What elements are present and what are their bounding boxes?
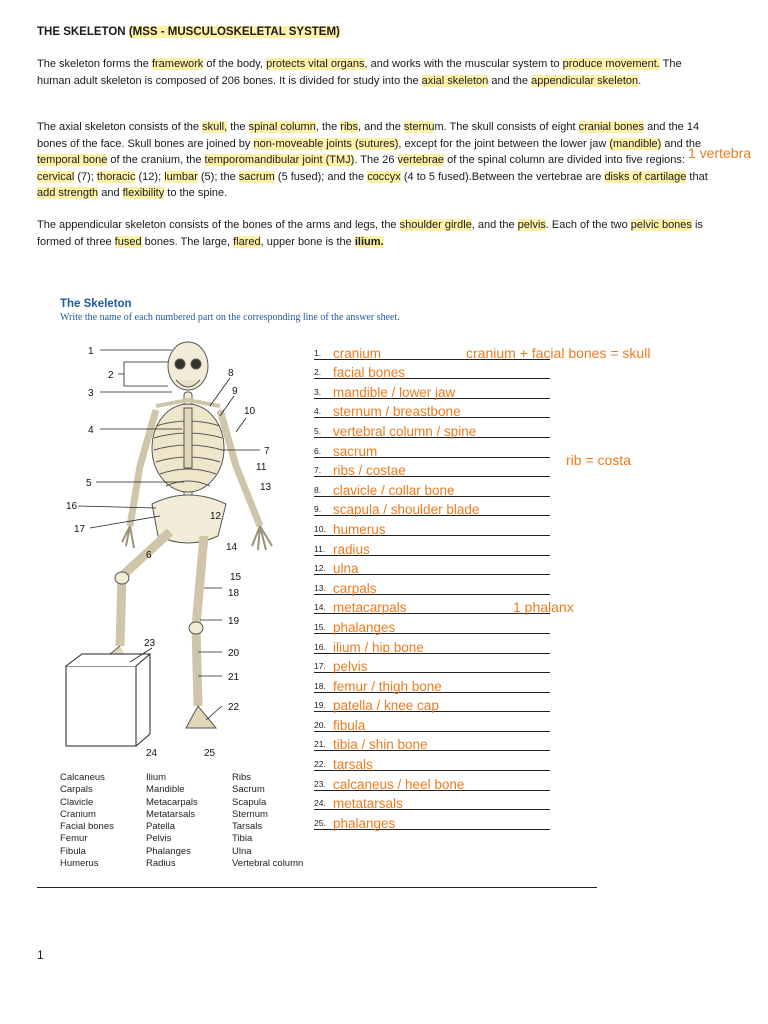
word-bank-column-3 (232, 772, 322, 870)
paragraph-text: and the 14 bones of the face. Skull bones are joined by (37, 121, 700, 150)
handwritten-answer: clavicle / collar bone (333, 482, 455, 498)
answer-number: 17. (314, 661, 326, 672)
word-bank-term: Fibula (60, 845, 86, 857)
answer-number: 9. (314, 504, 322, 515)
skeleton-label-5: 5 (86, 478, 92, 489)
highlighted-term: pelvic bones (630, 219, 692, 231)
paragraph-intro (37, 56, 712, 89)
skeleton-label-23: 23 (144, 638, 156, 649)
paragraph-text: The human adult skeleton is composed of 206 bones. It is divided for study into the (37, 58, 682, 87)
highlighted-term: temporomandibular joint (TMJ) (204, 154, 355, 166)
word-bank-term: Tarsals (232, 821, 263, 833)
answer-row (314, 536, 550, 556)
paragraph-text: and the (661, 137, 702, 150)
paragraph-text: of the spinal column are divided into five regions: (444, 154, 685, 166)
skeleton-label-14: 14 (226, 542, 238, 553)
handwritten-answer: sacrum (333, 443, 378, 459)
answer-number: 13. (314, 582, 326, 593)
handwritten-answer: tarsals (333, 757, 373, 773)
paragraph-text: The axial skeleton consists of the (37, 121, 203, 133)
answer-number: 11. (314, 543, 326, 554)
paragraph-text: , and works with the muscular system to (364, 58, 563, 70)
highlighted-term: lumbar (164, 170, 198, 183)
paragraph-text: to the spine. (164, 187, 228, 199)
skeleton-label-17: 17 (74, 524, 86, 535)
highlighted-term: vertebrae (397, 154, 445, 166)
skeleton-label-21: 21 (228, 672, 240, 683)
answer-row (314, 712, 550, 732)
word-bank-term: Facial bones (60, 821, 114, 833)
highlighted-term: axial skeleton (421, 74, 489, 87)
answer-number: 10. (314, 523, 326, 534)
highlighted-term: cranial bones (578, 121, 645, 133)
page-title (37, 26, 340, 38)
answer-number: 16. (314, 641, 326, 652)
skeleton-label-19: 19 (228, 616, 240, 627)
handwritten-answer: carpals (333, 580, 377, 596)
skeleton-label-22: 22 (228, 702, 240, 713)
skeleton-label-1: 1 (88, 346, 94, 357)
skeleton-label-13: 13 (260, 482, 272, 493)
paragraph-text: , the (315, 121, 341, 133)
word-bank-term: Vertebral column (232, 858, 304, 870)
word-bank-term: Metatarsals (146, 808, 196, 820)
paragraph-text: The skeleton forms the (37, 58, 152, 70)
answer-number: 15. (314, 621, 326, 632)
answer-row (314, 458, 550, 478)
skeleton-label-25: 25 (204, 748, 216, 759)
highlighted-term: spinal column (248, 121, 316, 133)
word-bank-term: Cranium (60, 808, 96, 820)
handwritten-answer: calcaneus / heel bone (333, 776, 465, 792)
word-bank-term: Humerus (60, 858, 99, 870)
highlighted-term: disks of cartilage (604, 170, 687, 183)
handwritten-answer: vertebral column / spine (333, 423, 477, 439)
answer-number: 6. (314, 445, 322, 456)
answer-number: 22. (314, 759, 326, 770)
paragraph-text: (5); the (197, 170, 239, 183)
handwritten-answer: cranium (333, 345, 382, 361)
skeleton-label-20: 20 (228, 648, 240, 659)
answer-number: 4. (314, 406, 322, 417)
highlighted-term: ribs (340, 121, 359, 133)
skeleton-label-2: 2 (108, 370, 114, 381)
handwritten-answer: phalanges (333, 619, 396, 635)
word-bank-term: Ulna (232, 845, 252, 857)
answer-number: 25. (314, 817, 326, 828)
answer-number: 23. (314, 778, 326, 789)
highlighted-term: sacrum (238, 170, 275, 183)
paragraph-text: is formed of three (37, 219, 703, 248)
highlighted-term: coccyx (367, 170, 401, 183)
answer-number: 5. (314, 425, 322, 436)
skeleton-label-11: 11 (256, 462, 267, 473)
answer-sheet (314, 340, 550, 830)
answer-row (314, 497, 550, 517)
answer-row (314, 693, 550, 713)
answer-row (314, 438, 550, 458)
paragraph-text: The appendicular skeleton consists of the bones of the arms and legs, the (37, 219, 400, 231)
paragraph-text: the (227, 121, 249, 133)
word-bank-term: Metacarpals (146, 796, 198, 808)
paragraph-text: . (638, 74, 642, 87)
highlighted-term: framework (151, 58, 204, 70)
title-main: THE SKELETON (37, 26, 129, 38)
word-bank-term: Femur (60, 833, 88, 845)
skeleton-label-9: 9 (232, 386, 238, 397)
word-bank-term: Phalanges (146, 845, 191, 857)
skeleton-label-18: 18 (228, 588, 240, 599)
answer-row (314, 360, 550, 380)
answer-row (314, 379, 550, 399)
paragraph-text: , upper bone is the (260, 235, 355, 248)
handwritten-answer: metatarsals (333, 796, 403, 812)
highlighted-term: fused (114, 235, 142, 248)
word-bank-column-2 (146, 772, 232, 870)
answer-row (314, 556, 550, 576)
word-bank-term: Ribs (232, 772, 252, 783)
answer-number: 19. (314, 700, 326, 711)
skeleton-label-7: 7 (264, 446, 270, 457)
answer-number: 21. (314, 739, 326, 750)
word-bank-term: Clavicle (60, 796, 94, 808)
paragraph-appendicular (37, 217, 712, 250)
answer-row (314, 791, 550, 811)
highlighted-term: (mandible) (609, 137, 662, 150)
word-bank-term: Sternum (232, 808, 268, 820)
highlighted-term: flared (233, 235, 261, 248)
answer-row (314, 673, 550, 693)
handwritten-answer: metacarpals (333, 600, 407, 616)
paragraph-text: of the cranium, the (107, 154, 205, 166)
highlighted-term: ilium. (354, 235, 384, 248)
figure-subtitle: Write the name of each numbered part on the corresponding line of the answer sheet. (60, 312, 400, 323)
handwritten-answer: femur / thigh bone (333, 678, 442, 694)
paragraph-text: , and the (358, 121, 404, 133)
highlighted-term: appendicular skeleton (531, 74, 639, 87)
handwritten-answer: radius (333, 541, 370, 557)
skeleton-label-12: 12 (210, 511, 222, 522)
paragraph-text: , except for the joint between the lower jaw (398, 137, 610, 150)
paragraph-text: that (686, 170, 708, 183)
highlighted-term: pelvis (517, 219, 546, 231)
word-bank-term: Ilium (146, 772, 167, 783)
highlighted-term: protects vital organs (266, 58, 365, 70)
word-bank-term: Radius (146, 858, 176, 870)
paragraph-text: m. The skull consists of eight (434, 121, 579, 133)
paragraph-text: (5 fused); and the (274, 170, 368, 183)
horizontal-rule (37, 887, 597, 888)
answer-row (314, 634, 550, 654)
highlighted-term: thoracic (96, 170, 136, 183)
answer-row (314, 654, 550, 674)
word-bank-term: Carpals (60, 784, 93, 796)
paragraph-text: of the body, (203, 58, 267, 70)
paragraph-text: (4 to 5 fused).Between the vertebrae are (400, 170, 605, 183)
answer-row (314, 477, 550, 497)
handwritten-answer: humerus (333, 521, 386, 537)
note-rib: rib = costa (566, 452, 631, 468)
answer-row (314, 399, 550, 419)
answer-number: 8. (314, 484, 322, 495)
answer-number: 12. (314, 563, 326, 574)
handwritten-answer: tibia / shin bone (333, 737, 428, 753)
paragraph-text: (12); (135, 170, 165, 183)
word-bank-term: Scapula (232, 796, 267, 808)
handwritten-answer: mandible / lower jaw (333, 384, 456, 400)
highlighted-term: non-moveable joints (sutures) (253, 137, 399, 150)
figure-title: The Skeleton (60, 298, 132, 310)
answer-row (314, 614, 550, 634)
handwritten-answer: phalanges (333, 815, 396, 831)
paragraph-text: and (98, 187, 123, 199)
skeleton-label-8: 8 (228, 368, 234, 379)
note-skull: cranium + facial bones = skull (466, 345, 651, 361)
answer-row (314, 575, 550, 595)
handwritten-answer: scapula / shoulder blade (333, 502, 480, 518)
answer-number: 18. (314, 680, 326, 691)
handwritten-answer: ribs / costae (333, 463, 406, 479)
handwritten-answer: fibula (333, 717, 366, 733)
answer-row (314, 516, 550, 536)
word-bank-term: Calcaneus (60, 772, 105, 783)
step-box (66, 666, 136, 746)
page-number: 1 (37, 948, 44, 962)
skeleton-label-4: 4 (88, 425, 94, 436)
answer-row (314, 771, 550, 791)
answer-row (314, 418, 550, 438)
handwritten-answer: sternum / breastbone (333, 404, 461, 420)
answer-number: 7. (314, 465, 322, 476)
skeleton-label-16: 16 (66, 501, 78, 512)
paragraph-text: and the (488, 74, 532, 87)
highlighted-term: skull, (202, 121, 228, 133)
title-highlight: (MSS - MUSCULOSKELETAL SYSTEM) (128, 26, 340, 38)
handwritten-answer: pelvis (333, 659, 368, 675)
highlighted-term: cervical (37, 170, 75, 183)
word-bank (60, 772, 322, 870)
answer-number: 3. (314, 386, 322, 397)
paragraph-axial (37, 119, 712, 202)
answer-number: 14. (314, 602, 326, 613)
paragraph-text: bones. The large, (141, 235, 234, 248)
word-bank-column-1 (60, 772, 146, 870)
highlighted-term: shoulder girdle (399, 219, 472, 231)
answer-row (314, 732, 550, 752)
word-bank-term: Sacrum (232, 784, 265, 796)
handwritten-answer: ulna (333, 561, 359, 577)
answer-number: 2. (314, 367, 322, 378)
answer-row (314, 810, 550, 830)
note-phalanx: 1 phalanx (513, 599, 574, 615)
answer-number: 20. (314, 719, 326, 730)
skeleton-illustration (60, 336, 310, 766)
note-vertebra: 1 vertebra (688, 145, 752, 161)
highlighted-term: add strength (37, 187, 99, 199)
paragraph-text: (7); (74, 170, 97, 183)
answer-number: 24. (314, 798, 326, 809)
skeleton-label-3: 3 (88, 388, 94, 399)
handwritten-answer: patella / knee cap (333, 698, 439, 714)
skeleton-label-10: 10 (244, 406, 256, 417)
word-bank-term: Pelvis (146, 833, 172, 845)
highlighted-term: flexibility (122, 187, 165, 199)
answer-number: 1. (314, 347, 322, 358)
word-bank-term: Mandible (146, 784, 185, 796)
handwritten-answer: ilium / hip bone (333, 639, 424, 655)
highlighted-term: sternu (403, 121, 435, 133)
skeleton-label-15: 15 (230, 572, 242, 583)
handwritten-answer: facial bones (333, 365, 406, 381)
skeleton-label-6: 6 (146, 550, 152, 561)
word-bank-term: Tibia (232, 833, 253, 845)
paragraph-text: , and the (471, 219, 518, 231)
answer-row (314, 751, 550, 771)
word-bank-term: Patella (146, 821, 176, 833)
paragraph-text: . The 26 (354, 154, 398, 166)
highlighted-term: produce movement. (562, 58, 660, 70)
skeleton-label-24: 24 (146, 748, 158, 759)
paragraph-text: . Each of the two (545, 219, 631, 231)
highlighted-term: temporal bone (37, 154, 108, 166)
